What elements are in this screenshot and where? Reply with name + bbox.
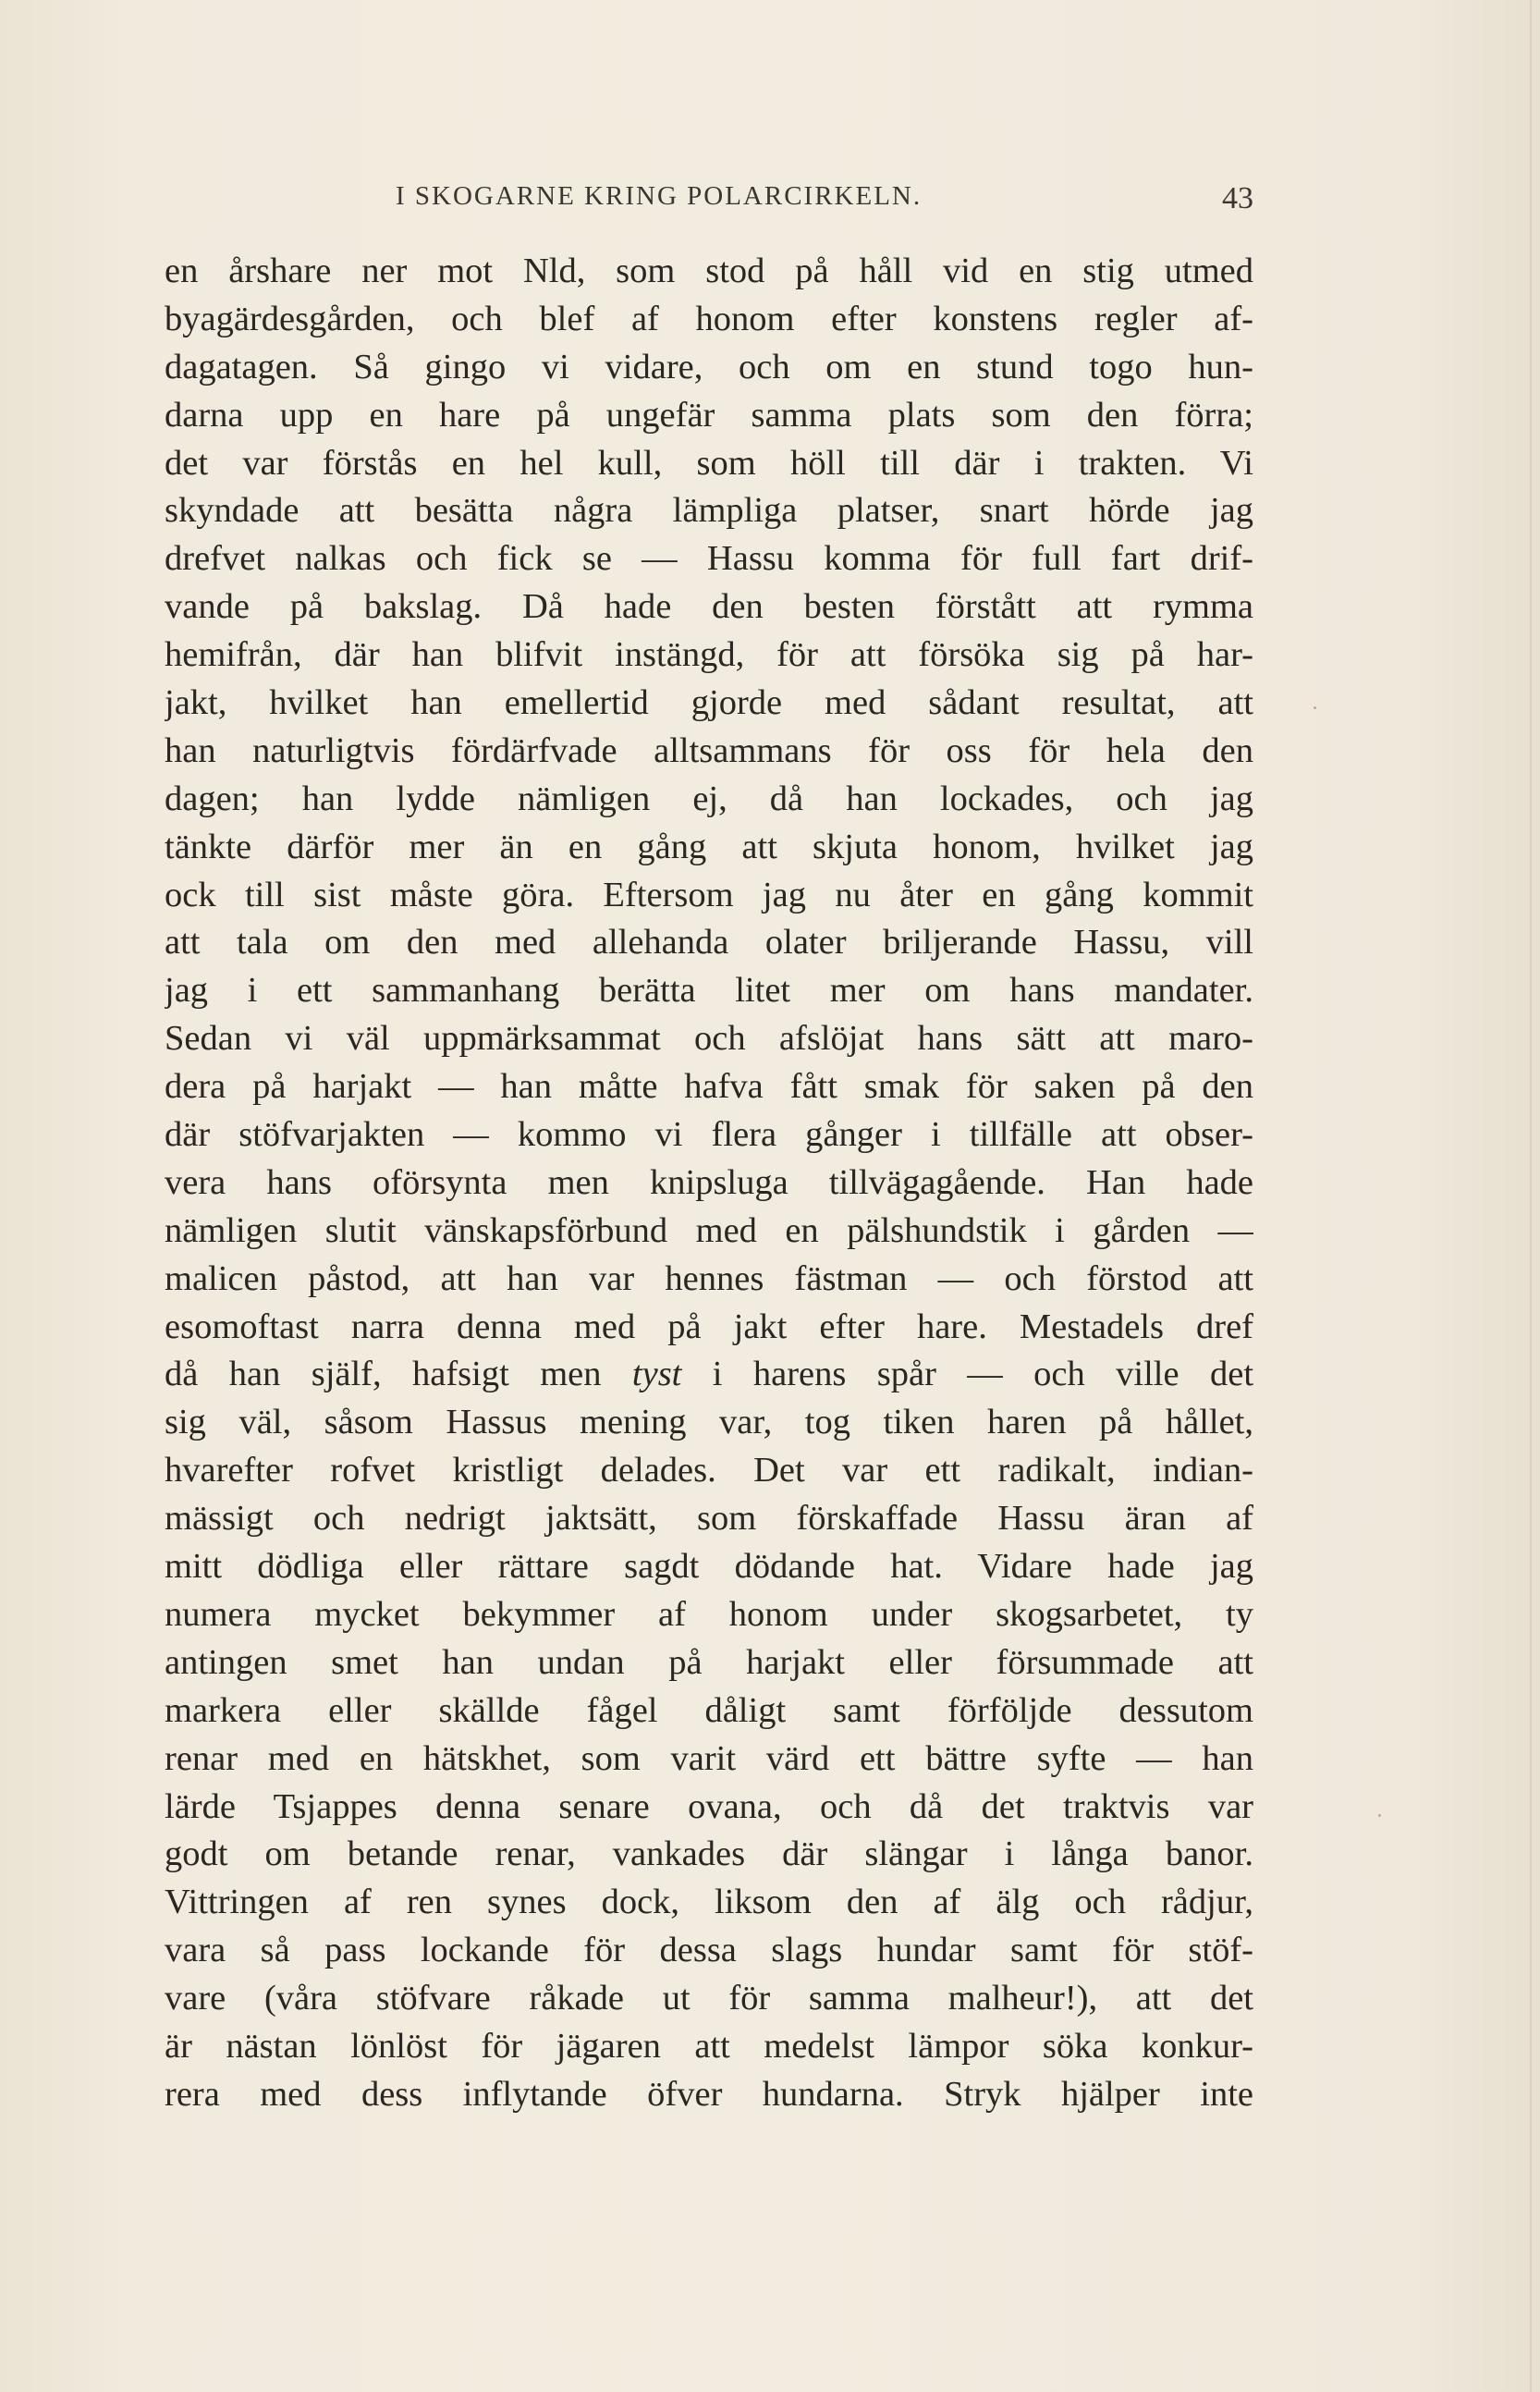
text-line: dagatagen. Så gingo vi vidare, och om en stund togo hun-: [165, 347, 1253, 386]
text-line: ock till sist måste göra. Eftersom jag nu åter en gång kommit: [165, 875, 1253, 914]
text-line: hvarefter rofvet kristligt delades. Det var ett radikalt, indian-: [165, 1451, 1253, 1490]
text-line: där stöfvarjakten — kommo vi flera gånger i tillfälle att obser-: [165, 1115, 1253, 1155]
text-line: byagärdesgården, och blef af honom efter konstens regler af-: [165, 299, 1253, 338]
text-line: sig väl, såsom Hassus mening var, tog tiken haren på hållet,: [165, 1403, 1253, 1442]
text-line: dera på harjakt — han måtte hafva fått smak för saken på den: [165, 1067, 1253, 1107]
text-line: det var förstås en hel kull, som höll till där i trakten. Vi: [165, 443, 1253, 483]
text-line: vare (våra stöfvare råkade ut för samma malheur!), att det: [165, 1979, 1253, 2018]
text-segment: i harens spår — och ville det: [712, 1355, 1253, 1394]
text-line: darna upp en hare på ungefär samma plats som den förra;: [165, 395, 1253, 435]
text-line: mässigt och nedrigt jaktsätt, som förskaffade Hassu äran af: [165, 1499, 1253, 1539]
text-line: vara så pass lockande för dessa slags hundar samt för stöf-: [165, 1931, 1253, 1970]
text-segment: då han själf, hafsigt men: [165, 1355, 602, 1394]
text-line: Vittringen af ren synes dock, liksom den af älg och rådjur,: [165, 1883, 1253, 1922]
paper-speck: [1314, 706, 1316, 709]
text-line-with-italic: [165, 1351, 1253, 1399]
text-line: Sedan vi väl uppmärksammat och afslöjat hans sätt att maro-: [165, 1019, 1253, 1059]
text-line: renar med en hätskhet, som varit värd ett bättre syfte — han: [165, 1738, 1253, 1778]
text-line: antingen smet han undan på harjakt eller försummade att: [165, 1642, 1253, 1682]
text-line: skyndade att besätta några lämpliga platser, snart hörde jag: [165, 491, 1253, 531]
text-line: tänkte därför mer än en gång att skjuta honom, hvilket jag: [165, 827, 1253, 866]
text-line: att tala om den med allehanda olater briljerande Hassu, vill: [165, 923, 1253, 963]
page-header: [165, 181, 1253, 227]
text-line: vande på bakslag. Då hade den besten förstått att rymma: [165, 587, 1253, 627]
text-line: rera med dess inflytande öfver hundarna. Stryk hjälper inte: [165, 2074, 1253, 2114]
text-line: jakt, hvilket han emellertid gjorde med sådant resultat, att: [165, 683, 1253, 723]
text-line: lärde Tsjappes denna senare ovana, och då det traktvis var: [165, 1786, 1253, 1826]
text-line: numera mycket bekymmer af honom under skogsarbetet, ty: [165, 1594, 1253, 1634]
text-line: är nästan lönlöst för jägaren att medelst lämpor söka konkur-: [165, 2026, 1253, 2066]
running-title: I SKOGARNE KRING POLARCIRKELN.: [396, 181, 923, 211]
paper-speck: [1378, 1814, 1381, 1817]
text-line: nämligen slutit vänskapsförbund med en pälshundstik i gården —: [165, 1210, 1253, 1250]
italic-word: tyst: [631, 1355, 682, 1394]
text-line: vera hans oförsynta men knipsluga tillvägagående. Han hade: [165, 1162, 1253, 1202]
text-line: hemifrån, där han blifvit instängd, för att försöka sig på har-: [165, 635, 1253, 675]
text-line: mitt dödliga eller rättare sagdt dödande hat. Vidare hade jag: [165, 1547, 1253, 1587]
text-line: markera eller skällde fågel dåligt samt förföljde dessutom: [165, 1690, 1253, 1730]
text-line: jag i ett sammanhang berätta litet mer om hans mandater.: [165, 971, 1253, 1011]
text-line: drefvet nalkas och fick se — Hassu komma för full fart drif-: [165, 539, 1253, 579]
page-edge: [1530, 0, 1532, 2392]
text-line: esomoftast narra denna med på jakt efter hare. Mestadels dref: [165, 1306, 1253, 1346]
text-line: en årshare ner mot Nld, som stod på håll vid en stig utmed: [165, 251, 1253, 290]
body-text: [165, 248, 1253, 2119]
text-line: godt om betande renar, vankades där slängar i långa banor.: [165, 1834, 1253, 1874]
page-number: 43: [1222, 181, 1253, 215]
text-line: dagen; han lydde nämligen ej, då han lockades, och jag: [165, 779, 1253, 818]
text-line: han naturligtvis fördärfvade alltsammans för oss för hela den: [165, 730, 1253, 770]
text-line: malicen påstod, att han var hennes fästman — och förstod att: [165, 1258, 1253, 1298]
